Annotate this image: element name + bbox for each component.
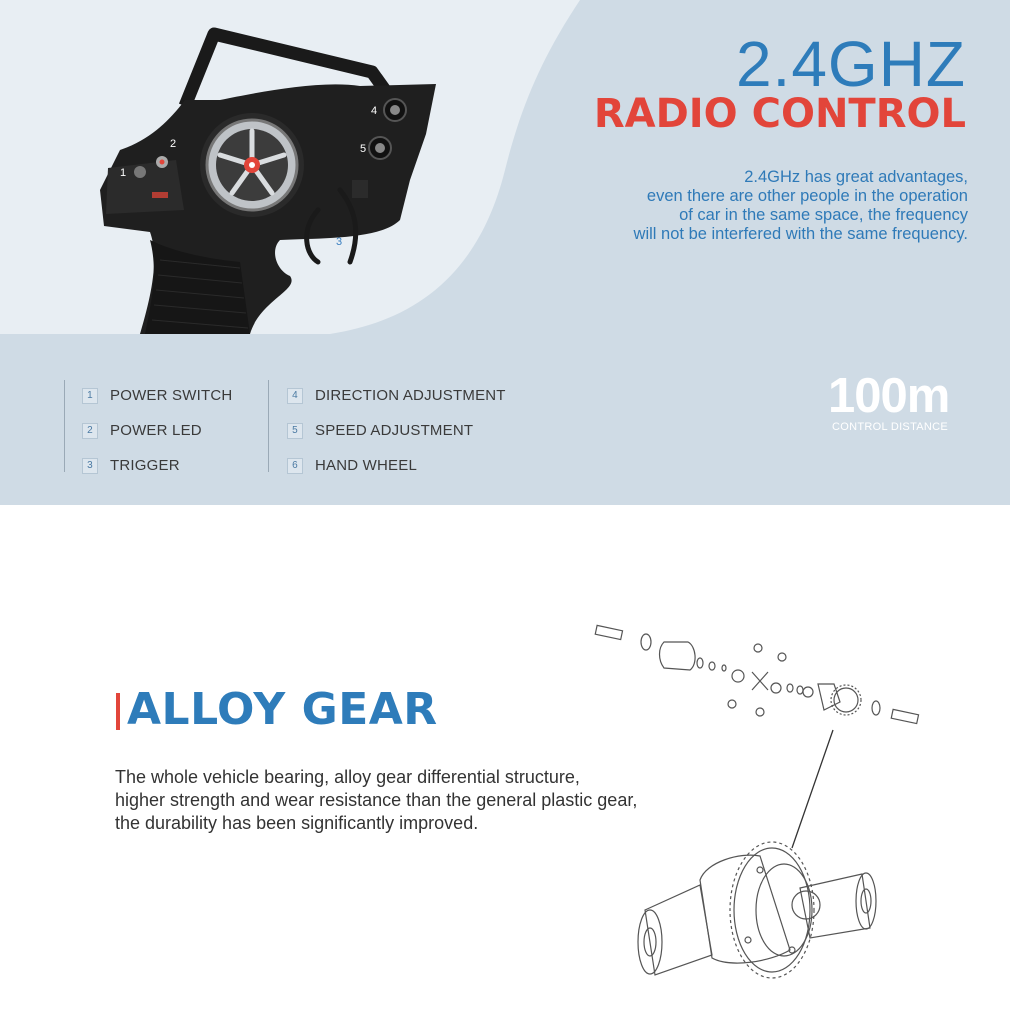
legend-label: SPEED ADJUSTMENT: [315, 422, 474, 439]
callout-4: 4: [371, 105, 378, 117]
legend-label: DIRECTION ADJUSTMENT: [315, 387, 506, 404]
radio-control-title: RADIO CONTROL: [593, 91, 966, 137]
exploded-parts: [595, 625, 918, 723]
legend-number: 3: [82, 458, 98, 474]
range-caption: CONTROL DISTANCE: [832, 421, 949, 433]
range-value: 100m: [828, 369, 950, 423]
legend-label: HAND WHEEL: [315, 457, 418, 474]
legend-number: 1: [82, 388, 98, 404]
description-line: 2.4GHz has great advantages,: [744, 168, 968, 186]
description-line: The whole vehicle bearing, alloy gear differential structure,: [115, 767, 580, 787]
legend-label: POWER SWITCH: [110, 387, 233, 404]
legend-label: TRIGGER: [110, 457, 180, 474]
callout-3: 3: [336, 236, 343, 248]
callout-2: 2: [170, 138, 177, 150]
legend-label: POWER LED: [110, 422, 202, 439]
callout-1: 1: [120, 167, 127, 179]
legend-number: 6: [287, 458, 303, 474]
description-line: higher strength and wear resistance than the general plastic gear,: [115, 790, 638, 810]
callout-5: 5: [360, 143, 367, 155]
legend-number: 4: [287, 388, 303, 404]
legend-number: 2: [82, 423, 98, 439]
description-line: even there are other people in the operation: [646, 187, 968, 205]
description-line: of car in the same space, the frequency: [679, 206, 968, 224]
alloy-gear-title: ALLOY GEAR: [127, 684, 438, 735]
description-line: will not be interfered with the same frequency.: [633, 225, 968, 243]
legend-number: 5: [287, 423, 303, 439]
frequency-title: 2.4GHZ: [735, 28, 966, 100]
assembled-differential: [638, 842, 876, 978]
description-line: the durability has been significantly improved.: [115, 813, 479, 833]
